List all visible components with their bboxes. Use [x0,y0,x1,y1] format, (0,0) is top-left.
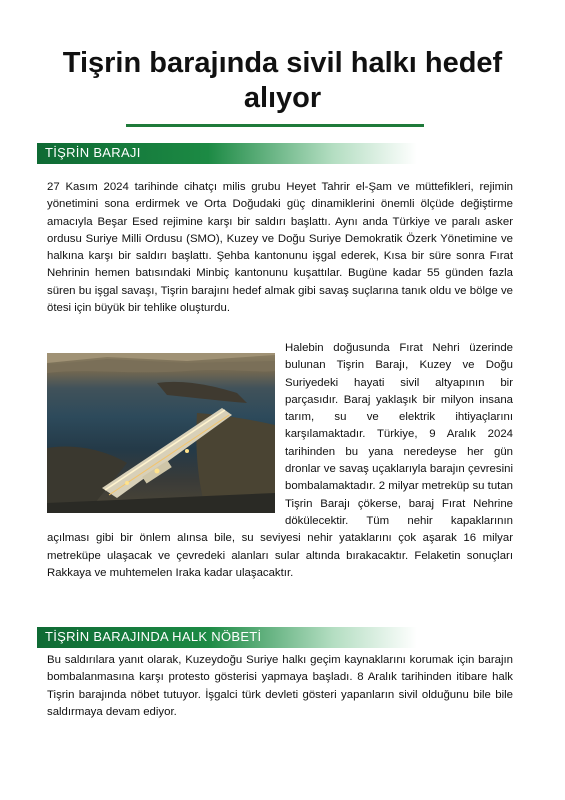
section-heading-halk-nobeti [37,627,417,648]
paragraph-dam-text: Halebin doğusunda Fırat Nehri üzerinde bulunan Tişrin Barajı, Kuzey ve Doğu Suriyedeki hayati sivil altyapının bir parçasıdır. Baraj yaklaşık bir milyon insana tarım, su ve elektrik ihtiyaçlarını karşılamaktadır. Türkiye, 9 Aralık 2024 tarihinden bu yana neredeyse her gün dronlar ve savaş uçaklarıyla barajın çevresini bombalamaktadır. 2 milyar metreküp su tutan Tişrin Barajı çökerse, baraj Fırat Nehrine dökülecektir. Tüm nehir kapaklarının açılması gibi bir önlem alınsa bile, su seviyesi nehir yataklarını çok aşarak 16 milyar metreküpe ulaşacak ve çevredeki alanları sular altında bırakacaktır. Felaketin sonuçları Rakkaya ve muhtemelen Iraka kadar ulaşacaktır. [47,342,513,579]
paragraph-intro: 27 Kasım 2024 tarihinde cihatçı milis grubu Heyet Tahrir el-Şam ve müttefikleri, rejimin yönetimini sona erdirmek ve Orta Doğudaki güç dinamiklerini önemli ölçüde değiştirme amacıyla Beşar Esed rejimine karşı bir saldırı başlattı. Aynı anda Türkiye ve paralı asker ordusu Suriye Milli Ordusu (SMO), Kuzey ve Doğu Suriye Demokratik Özerk Yönetimine ve halkına karşı bir saldırı başlattı. Şehba kantonunu işgal ederek, Kısa bir süre sonra Fırat Nehrinin hemen batısındaki Minbiç kantonunu kuşattılar. Bugüne kadar 55 günden fazla süren bu işgal savaşı, Tişrin barajını hedef almak gibi savaş suçlarına tanık oldu ve bölge ve ötesi için büyük bir tehlike oluşturdu. [47,181,513,315]
section-heading-label: TİŞRİN BARAJINDA HALK NÖBETİ [45,629,262,644]
dam-photo [47,353,275,513]
section-heading-label: TİŞRİN BARAJI [45,145,141,160]
section-heading-tisrin-baraji [37,143,417,164]
paragraph-dam-info [47,340,513,582]
page-title: Tişrin barajında sivil halkı hedef alıyor [62,47,503,114]
paragraph-vigil: Bu saldırılara yanıt olarak, Kuzeydoğu Suriye halkı geçim kaynaklarını korumak için barajın bombalanmasına karşı protesto gösterisi yapmaya başladı. 8 Aralık tarihinden itibare halk Tişrin barajında nöbet tutuyor. İşgalci türk devleti gösteri yapanların sivil olduğunu bile bile saldırmaya devam ediyor. [47,654,513,718]
title-underline [126,124,424,127]
